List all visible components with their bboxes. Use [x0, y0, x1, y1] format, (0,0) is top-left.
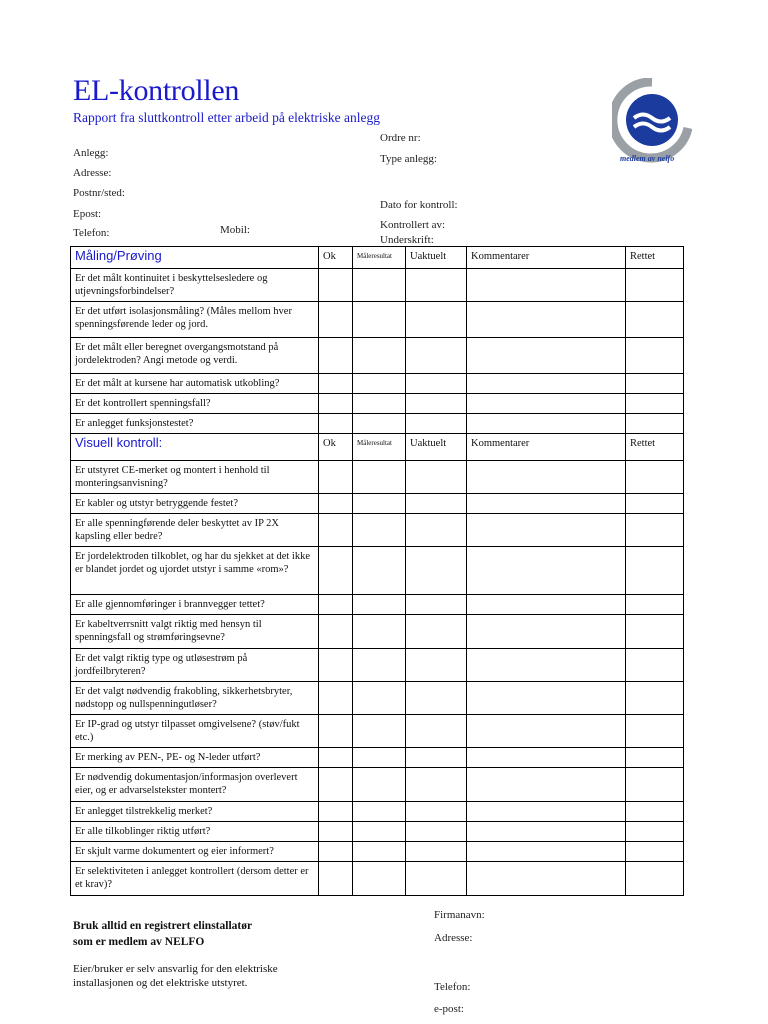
table-row — [71, 649, 684, 682]
rettet-cell[interactable] — [626, 547, 684, 595]
rettet-cell[interactable] — [626, 269, 684, 302]
kommentarer-cell[interactable] — [467, 842, 626, 862]
uaktuelt-cell[interactable] — [406, 715, 467, 748]
uaktuelt-cell[interactable] — [406, 595, 467, 615]
uaktuelt-cell[interactable] — [406, 802, 467, 822]
ok-cell[interactable] — [319, 748, 353, 768]
ok-cell[interactable] — [319, 682, 353, 715]
kommentarer-cell[interactable] — [467, 414, 626, 434]
maleresultat-cell[interactable] — [353, 768, 406, 802]
ordre-label: Ordre nr: — [380, 132, 421, 144]
maleresultat-cell[interactable] — [353, 682, 406, 715]
rettet-cell[interactable] — [626, 374, 684, 394]
ok-cell[interactable] — [319, 649, 353, 682]
uaktuelt-cell[interactable] — [406, 682, 467, 715]
ok-cell[interactable] — [319, 595, 353, 615]
rettet-cell[interactable] — [626, 822, 684, 842]
kommentarer-cell[interactable] — [467, 338, 626, 374]
col-uaktuelt-header: Uaktuelt — [406, 434, 467, 461]
question-cell: Er det valgt nødvendig frakobling, sikkerhetsbryter, nødstopp og nullspenningutløser? — [71, 682, 319, 715]
question-cell: Er selektiviteten i anlegget kontrollert (dersom detter er et krav)? — [71, 862, 319, 896]
question-cell: Er nødvendig dokumentasjon/informasjon overlevert eier, og er advarselstekster montert? — [71, 768, 319, 802]
section-header-row — [71, 247, 684, 269]
question-cell: Er utstyret CE-merket og montert i henhold til monteringsanvisning? — [71, 461, 319, 494]
ok-cell[interactable] — [319, 514, 353, 547]
maleresultat-cell[interactable] — [353, 374, 406, 394]
maleresultat-cell[interactable] — [353, 822, 406, 842]
uaktuelt-cell[interactable] — [406, 374, 467, 394]
ok-cell[interactable] — [319, 414, 353, 434]
table-row — [71, 374, 684, 394]
table-row — [71, 862, 684, 896]
footer-bold-line1: Bruk alltid en registrert elinstallatør — [73, 920, 253, 932]
ok-cell[interactable] — [319, 494, 353, 514]
col-rettet-header: Rettet — [626, 247, 684, 269]
kommentarer-cell[interactable] — [467, 768, 626, 802]
kommentarer-cell[interactable] — [467, 461, 626, 494]
rettet-cell[interactable] — [626, 649, 684, 682]
table-row — [71, 302, 684, 338]
section-title: Visuell kontroll: — [71, 434, 319, 461]
mobil-label: Mobil: — [220, 224, 250, 236]
footer-adresse-label: Adresse: — [434, 932, 473, 944]
kommentarer-cell[interactable] — [467, 715, 626, 748]
maleresultat-cell[interactable] — [353, 302, 406, 338]
checklist-table — [70, 246, 684, 896]
kommentarer-cell[interactable] — [467, 394, 626, 414]
type-anlegg-label: Type anlegg: — [380, 153, 437, 165]
kommentarer-cell[interactable] — [467, 862, 626, 896]
telefon-label: Telefon: — [73, 227, 110, 239]
table-row — [71, 338, 684, 374]
uaktuelt-cell[interactable] — [406, 414, 467, 434]
ok-cell[interactable] — [319, 269, 353, 302]
table-row — [71, 768, 684, 802]
uaktuelt-cell[interactable] — [406, 338, 467, 374]
ok-cell[interactable] — [319, 615, 353, 649]
uaktuelt-cell[interactable] — [406, 748, 467, 768]
kommentarer-cell[interactable] — [467, 802, 626, 822]
rettet-cell[interactable] — [626, 615, 684, 649]
rettet-cell[interactable] — [626, 338, 684, 374]
col-ok-header: Ok — [319, 434, 353, 461]
epost-label: Epost: — [73, 208, 102, 220]
uaktuelt-cell[interactable] — [406, 615, 467, 649]
table-row — [71, 615, 684, 649]
section-header-row — [71, 434, 684, 461]
question-cell: Er det målt at kursene har automatisk utkobling? — [71, 374, 319, 394]
uaktuelt-cell[interactable] — [406, 494, 467, 514]
maleresultat-cell[interactable] — [353, 461, 406, 494]
footer-bold-line2: som er medlem av NELFO — [73, 936, 205, 948]
partial-label: Underskrift: — [380, 234, 434, 243]
maleresultat-cell[interactable] — [353, 494, 406, 514]
ok-cell[interactable] — [319, 768, 353, 802]
question-cell: Er merking av PEN-, PE- og N-leder utført? — [71, 748, 319, 768]
logo-text: medlem av nelfo — [620, 154, 675, 163]
maleresultat-cell[interactable] — [353, 338, 406, 374]
ok-cell[interactable] — [319, 302, 353, 338]
table-row — [71, 802, 684, 822]
uaktuelt-cell[interactable] — [406, 394, 467, 414]
question-cell: Er IP-grad og utstyr tilpasset omgivelsene? (støv/fukt etc.) — [71, 715, 319, 748]
rettet-cell[interactable] — [626, 748, 684, 768]
ok-cell[interactable] — [319, 822, 353, 842]
kommentarer-cell[interactable] — [467, 374, 626, 394]
firmanavn-label: Firmanavn: — [434, 909, 485, 921]
maleresultat-cell[interactable] — [353, 394, 406, 414]
footer-responsibility-text — [73, 962, 278, 990]
question-cell: Er det målt eller beregnet overgangsmotstand på jordelektroden? Angi metode og verdi. — [71, 338, 319, 374]
table-row — [71, 715, 684, 748]
section-title: Måling/Prøving — [71, 247, 319, 269]
kommentarer-cell[interactable] — [467, 302, 626, 338]
question-cell: Er alle tilkoblinger riktig utført? — [71, 822, 319, 842]
question-cell: Er anlegget funksjonstestet? — [71, 414, 319, 434]
kommentarer-cell[interactable] — [467, 822, 626, 842]
table-row — [71, 748, 684, 768]
maleresultat-cell[interactable] — [353, 595, 406, 615]
uaktuelt-cell[interactable] — [406, 862, 467, 896]
col-ok-header: Ok — [319, 247, 353, 269]
rettet-cell[interactable] — [626, 494, 684, 514]
table-row — [71, 461, 684, 494]
maleresultat-cell[interactable] — [353, 715, 406, 748]
question-cell: Er det valgt riktig type og utløsestrøm på jordfeilbryteren? — [71, 649, 319, 682]
table-row — [71, 414, 684, 434]
maleresultat-cell[interactable] — [353, 649, 406, 682]
maleresultat-cell[interactable] — [353, 862, 406, 896]
uaktuelt-cell[interactable] — [406, 302, 467, 338]
rettet-cell[interactable] — [626, 715, 684, 748]
rettet-cell[interactable] — [626, 802, 684, 822]
footer-telefon-label: Telefon: — [434, 981, 471, 993]
ok-cell[interactable] — [319, 842, 353, 862]
question-cell: Er kabler og utstyr betryggende festet? — [71, 494, 319, 514]
table-row — [71, 822, 684, 842]
kommentarer-cell[interactable] — [467, 269, 626, 302]
col-rettet-header: Rettet — [626, 434, 684, 461]
table-row — [71, 494, 684, 514]
ok-cell[interactable] — [319, 862, 353, 896]
ok-cell[interactable] — [319, 338, 353, 374]
question-cell: Er anlegget tilstrekkelig merket? — [71, 802, 319, 822]
footer-bold-text — [73, 918, 252, 950]
rettet-cell[interactable] — [626, 461, 684, 494]
rettet-cell[interactable] — [626, 302, 684, 338]
maleresultat-cell[interactable] — [353, 802, 406, 822]
question-cell: Er det målt kontinuitet i beskyttelsesledere og utjevningsforbindelser? — [71, 269, 319, 302]
uaktuelt-cell[interactable] — [406, 461, 467, 494]
uaktuelt-cell[interactable] — [406, 269, 467, 302]
uaktuelt-cell[interactable] — [406, 842, 467, 862]
page-subtitle: Rapport fra sluttkontroll etter arbeid på elektriske anlegg — [73, 110, 381, 125]
col-maleresultat-header: Måleresultat — [353, 434, 406, 461]
kommentarer-cell[interactable] — [467, 595, 626, 615]
question-cell: Er kabeltverrsnitt valgt riktig med hensyn til spenningsfall og strømføringsevne? — [71, 615, 319, 649]
footer-text-line1: Eier/bruker er selv ansvarlig for den elektriske — [73, 963, 278, 975]
question-cell: Er alle gjennomføringer i brannvegger tettet? — [71, 595, 319, 615]
kommentarer-cell[interactable] — [467, 649, 626, 682]
rettet-cell[interactable] — [626, 394, 684, 414]
footer-epost-label: e-post: — [434, 1003, 464, 1015]
table-row — [71, 842, 684, 862]
maleresultat-cell[interactable] — [353, 414, 406, 434]
maleresultat-cell[interactable] — [353, 615, 406, 649]
uaktuelt-cell[interactable] — [406, 649, 467, 682]
rettet-cell[interactable] — [626, 595, 684, 615]
footer-text-line2: installasjonen og det elektriske utstyret. — [73, 977, 248, 989]
maleresultat-cell[interactable] — [353, 547, 406, 595]
ok-cell[interactable] — [319, 461, 353, 494]
uaktuelt-cell[interactable] — [406, 822, 467, 842]
uaktuelt-cell[interactable] — [406, 547, 467, 595]
uaktuelt-cell[interactable] — [406, 768, 467, 802]
kommentarer-cell[interactable] — [467, 494, 626, 514]
page-title: EL-kontrollen — [73, 74, 240, 107]
postnr-label: Postnr/sted: — [73, 187, 125, 199]
dato-label: Dato for kontroll: — [380, 199, 458, 211]
adresse-label: Adresse: — [73, 167, 112, 179]
rettet-cell[interactable] — [626, 414, 684, 434]
maleresultat-cell[interactable] — [353, 842, 406, 862]
question-cell: Er det utført isolasjonsmåling? (Måles mellom hver spenningsførende leder og jord. — [71, 302, 319, 338]
table-row — [71, 269, 684, 302]
question-cell: Er det kontrollert spenningsfall? — [71, 394, 319, 414]
rettet-cell[interactable] — [626, 842, 684, 862]
question-cell: Er skjult varme dokumentert og eier informert? — [71, 842, 319, 862]
kommentarer-cell[interactable] — [467, 682, 626, 715]
ok-cell[interactable] — [319, 394, 353, 414]
kommentarer-cell[interactable] — [467, 547, 626, 595]
kommentarer-cell[interactable] — [467, 615, 626, 649]
kommentarer-cell[interactable] — [467, 748, 626, 768]
col-kommentarer-header: Kommentarer — [467, 247, 626, 269]
ok-cell[interactable] — [319, 374, 353, 394]
uaktuelt-cell[interactable] — [406, 514, 467, 547]
col-maleresultat-header: Måleresultat — [353, 247, 406, 269]
kommentarer-cell[interactable] — [467, 514, 626, 547]
ok-cell[interactable] — [319, 547, 353, 595]
question-cell: Er alle spenningførende deler beskyttet av IP 2X kapsling eller bedre? — [71, 514, 319, 547]
anlegg-label: Anlegg: — [73, 147, 109, 159]
rettet-cell[interactable] — [626, 514, 684, 547]
maleresultat-cell[interactable] — [353, 748, 406, 768]
maleresultat-cell[interactable] — [353, 269, 406, 302]
table-row — [71, 514, 684, 547]
ok-cell[interactable] — [319, 802, 353, 822]
col-kommentarer-header: Kommentarer — [467, 434, 626, 461]
col-uaktuelt-header: Uaktuelt — [406, 247, 467, 269]
table-row — [71, 595, 684, 615]
table-row — [71, 682, 684, 715]
table-row — [71, 394, 684, 414]
table-row — [71, 547, 684, 595]
rettet-cell[interactable] — [626, 682, 684, 715]
rettet-cell[interactable] — [626, 768, 684, 802]
question-cell: Er jordelektroden tilkoblet, og har du sjekket at det ikke er blandet jordet og ujordet utstyr i samme «rom»? — [71, 547, 319, 595]
ok-cell[interactable] — [319, 715, 353, 748]
maleresultat-cell[interactable] — [353, 514, 406, 547]
rettet-cell[interactable] — [626, 862, 684, 896]
kontrollert-label: Kontrollert av: — [380, 219, 446, 231]
